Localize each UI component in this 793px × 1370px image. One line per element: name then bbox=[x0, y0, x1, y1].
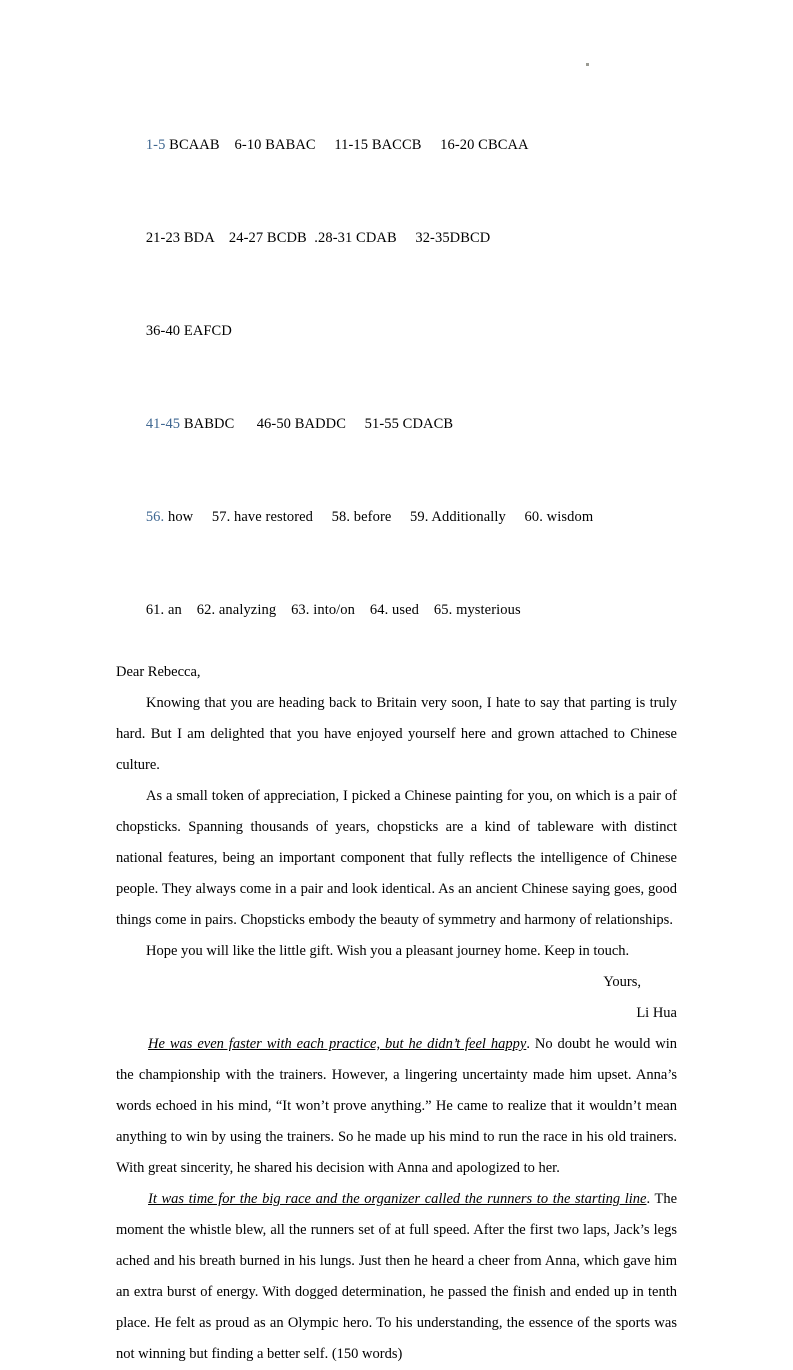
continuation-lead-in-1: He was even faster with each practice, but he didn’t feel happy bbox=[148, 1036, 527, 1052]
letter-closing: Yours, bbox=[603, 974, 641, 990]
answer-key-text: BCAAB 6-10 BABAC 11-15 BACCB 16-20 CBCAA bbox=[165, 137, 529, 153]
continuation-paragraph-2 bbox=[116, 1184, 677, 1370]
answer-key-text: BABDC 46-50 BADDC 51-55 CDACB bbox=[180, 416, 454, 432]
answer-key-text: how 57. have restored 58. before 59. Additionally 60. wisdom bbox=[164, 509, 594, 525]
continuation-lead-in-2: It was time for the big race and the organizer called the runners to the starting line bbox=[148, 1191, 647, 1207]
answer-key-line bbox=[116, 99, 677, 192]
continuation-body-2: . The moment the whistle blew, all the runners set of at full speed. After the first two laps, Jack’s legs ached and his breath burned in his lungs. Just then he heard a cheer from Anna, which gave him an extra burst of energy. With dogged determination, he passed the finish and ended up in tenth place. He felt as proud as an Olympic hero. To his understanding, the essence of the sports was not winning but finding a better self. (150 words) bbox=[116, 1191, 677, 1362]
answer-key-accent: 1-5 bbox=[145, 137, 166, 153]
letter-salutation: Dear Rebecca, bbox=[116, 664, 201, 680]
continuation-body-1: . No doubt he would win the championship with the trainers. However, a lingering uncertainty made him upset. Anna’s words echoed in his mind, “It won’t prove anything.” He came to realize that it wouldn’t mean anything to win by using the trainers. So he made up his mind to run the race in his old trainers. With great sincerity, he shared his decision with Anna and apologized to her. bbox=[116, 1036, 677, 1176]
continuation-paragraph-1 bbox=[116, 1029, 677, 1184]
answer-key-line bbox=[116, 471, 677, 564]
continuation-writing-section bbox=[116, 1029, 677, 1370]
answer-key-line bbox=[116, 564, 677, 657]
letter-section bbox=[116, 657, 677, 1029]
letter-signature-block bbox=[116, 967, 677, 1029]
answer-key-line bbox=[116, 192, 677, 285]
answer-key-section bbox=[116, 99, 677, 657]
answer-key-text: 36-40 EAFCD bbox=[145, 323, 232, 339]
answer-key-line bbox=[116, 285, 677, 378]
answer-key-text: 61. an 62. analyzing 63. into/on 64. used 65. mysterious bbox=[145, 602, 521, 618]
answer-key-text: 21-23 BDA 24-27 BCDB .28-31 CDAB 32-35DBCD bbox=[145, 230, 491, 246]
answer-key-accent: 56. bbox=[145, 509, 165, 525]
letter-paragraph: As a small token of appreciation, I picked a Chinese painting for you, on which is a pair of chopsticks. Spanning thousands of years, chopsticks are a kind of tableware with distinct national features, being an important component that fully reflects the intelligence of Chinese people. They always come in a pair and look identical. As an ancient Chinese saying goes, good things come in pairs. Chopsticks embody the beauty of symmetry and harmony of relationships. bbox=[116, 788, 677, 928]
document-content bbox=[116, 99, 677, 1370]
letter-paragraph: Hope you will like the little gift. Wish you a pleasant journey home. Keep in touch. bbox=[146, 943, 630, 959]
stray-dot-mark bbox=[586, 63, 589, 66]
answer-key-accent: 41-45 bbox=[145, 416, 181, 432]
letter-paragraph: Knowing that you are heading back to Britain very soon, I hate to say that parting is truly hard. But I am delighted that you have enjoyed yourself here and grown attached to Chinese culture. bbox=[116, 695, 677, 773]
letter-signature-name: Li Hua bbox=[636, 1005, 677, 1021]
answer-key-line bbox=[116, 378, 677, 471]
